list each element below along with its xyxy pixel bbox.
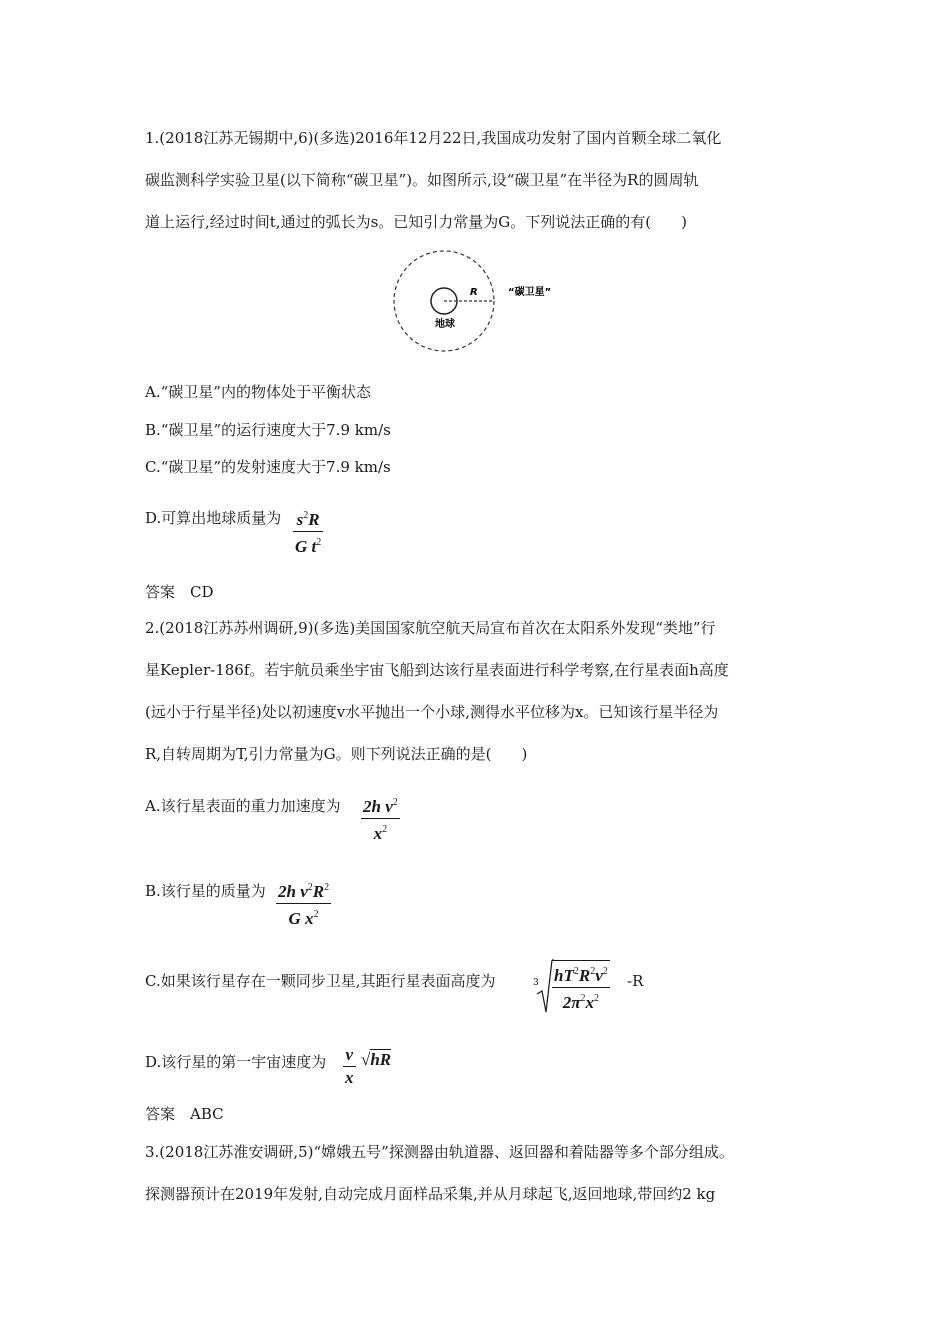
svg-text:3: 3 bbox=[533, 978, 539, 988]
q1-option-a: A.“碳卫星”内的物体处于平衡状态 bbox=[145, 383, 371, 401]
q2-stem-line-3: (远小于行星半径)处以初速度v水平抛出一个小球,测得水平位移为x。已知该行星半径为 bbox=[145, 703, 719, 721]
q1-stem-line-1: 1.(2018江苏无锡期中,6)(多选)2016年12月22日,我国成功发射了国内首颗全球二氧化 bbox=[145, 129, 722, 147]
q2-stem-line-1: 2.(2018江苏苏州调研,9)(多选)美国国家航空航天局宣布首次在太阳系外发现“类地”行 bbox=[145, 619, 716, 637]
q2-option-c: C.如果该行星存在一颗同步卫星,其距行星表面高度为 bbox=[145, 972, 496, 990]
q2-stem-line-2: 星Kepler-186f。若宇航员乘坐宇宙飞船到达该行星表面进行科学考察,在行星表面h高度 bbox=[145, 661, 729, 679]
q2-option-d-root: √hR bbox=[361, 1050, 392, 1069]
q2-option-b-formula: $\frac{2h v^2R^2}{G x^2}$ bbox=[276, 877, 331, 930]
q2-option-a: A.该行星表面的重力加速度为 bbox=[145, 797, 341, 815]
q2-stem-line-4: R,自转周期为T,引力常量为G。则下列说法正确的是( ) bbox=[145, 745, 528, 763]
q1-stem-line-2: 碳监测科学实验卫星(以下简称“碳卫星”)。如图所示,设“碳卫星”在半径为R的圆周轨 bbox=[145, 171, 699, 189]
satellite-label: “碳卫星” bbox=[508, 287, 552, 298]
q1-option-d: D.可算出地球质量为 bbox=[145, 509, 282, 527]
orbit-diagram bbox=[390, 248, 570, 358]
q2-option-c-formula: $\frac{hT^2R^2v^2}{2\pi^2x^2}$ bbox=[552, 960, 610, 1014]
earth-label: 地球 bbox=[435, 319, 455, 330]
q1-option-c: C.“碳卫星”的发射速度大于7.9 km/s bbox=[145, 458, 391, 476]
cube-root-sign bbox=[532, 958, 554, 1014]
q1-option-b: B.“碳卫星”的运行速度大于7.9 km/s bbox=[145, 421, 391, 439]
q3-stem-line-2: 探测器预计在2019年发射,自动完成月面样品采集,并从月球起飞,返回地球,带回约2 kg bbox=[145, 1185, 716, 1203]
q2-option-d: D.该行星的第一宇宙速度为 bbox=[145, 1053, 327, 1071]
q2-option-b: B.该行星的质量为 bbox=[145, 882, 266, 900]
q3-stem-line-1: 3.(2018江苏淮安调研,5)“嫦娥五号”探测器由轨道器、返回器和着陆器等多个部分组成。 bbox=[145, 1143, 734, 1161]
q2-option-d-formula: $\frac{v}{x}$ bbox=[345, 1045, 354, 1087]
q2-answer: 答案 ABC bbox=[145, 1105, 224, 1123]
q1-option-d-formula: $\frac{s^2R}{G t^2}$ bbox=[293, 505, 323, 558]
radius-label: R bbox=[470, 287, 478, 298]
q1-answer: 答案 CD bbox=[145, 583, 214, 601]
q1-stem-line-3: 道上运行,经过时间t,通过的弧长为s。已知引力常量为G。下列说法正确的有( ) bbox=[145, 213, 687, 231]
q2-option-c-minus-r: -R bbox=[627, 972, 644, 990]
q2-option-a-formula: $\frac{2h v^2}{x^2}$ bbox=[361, 792, 400, 845]
